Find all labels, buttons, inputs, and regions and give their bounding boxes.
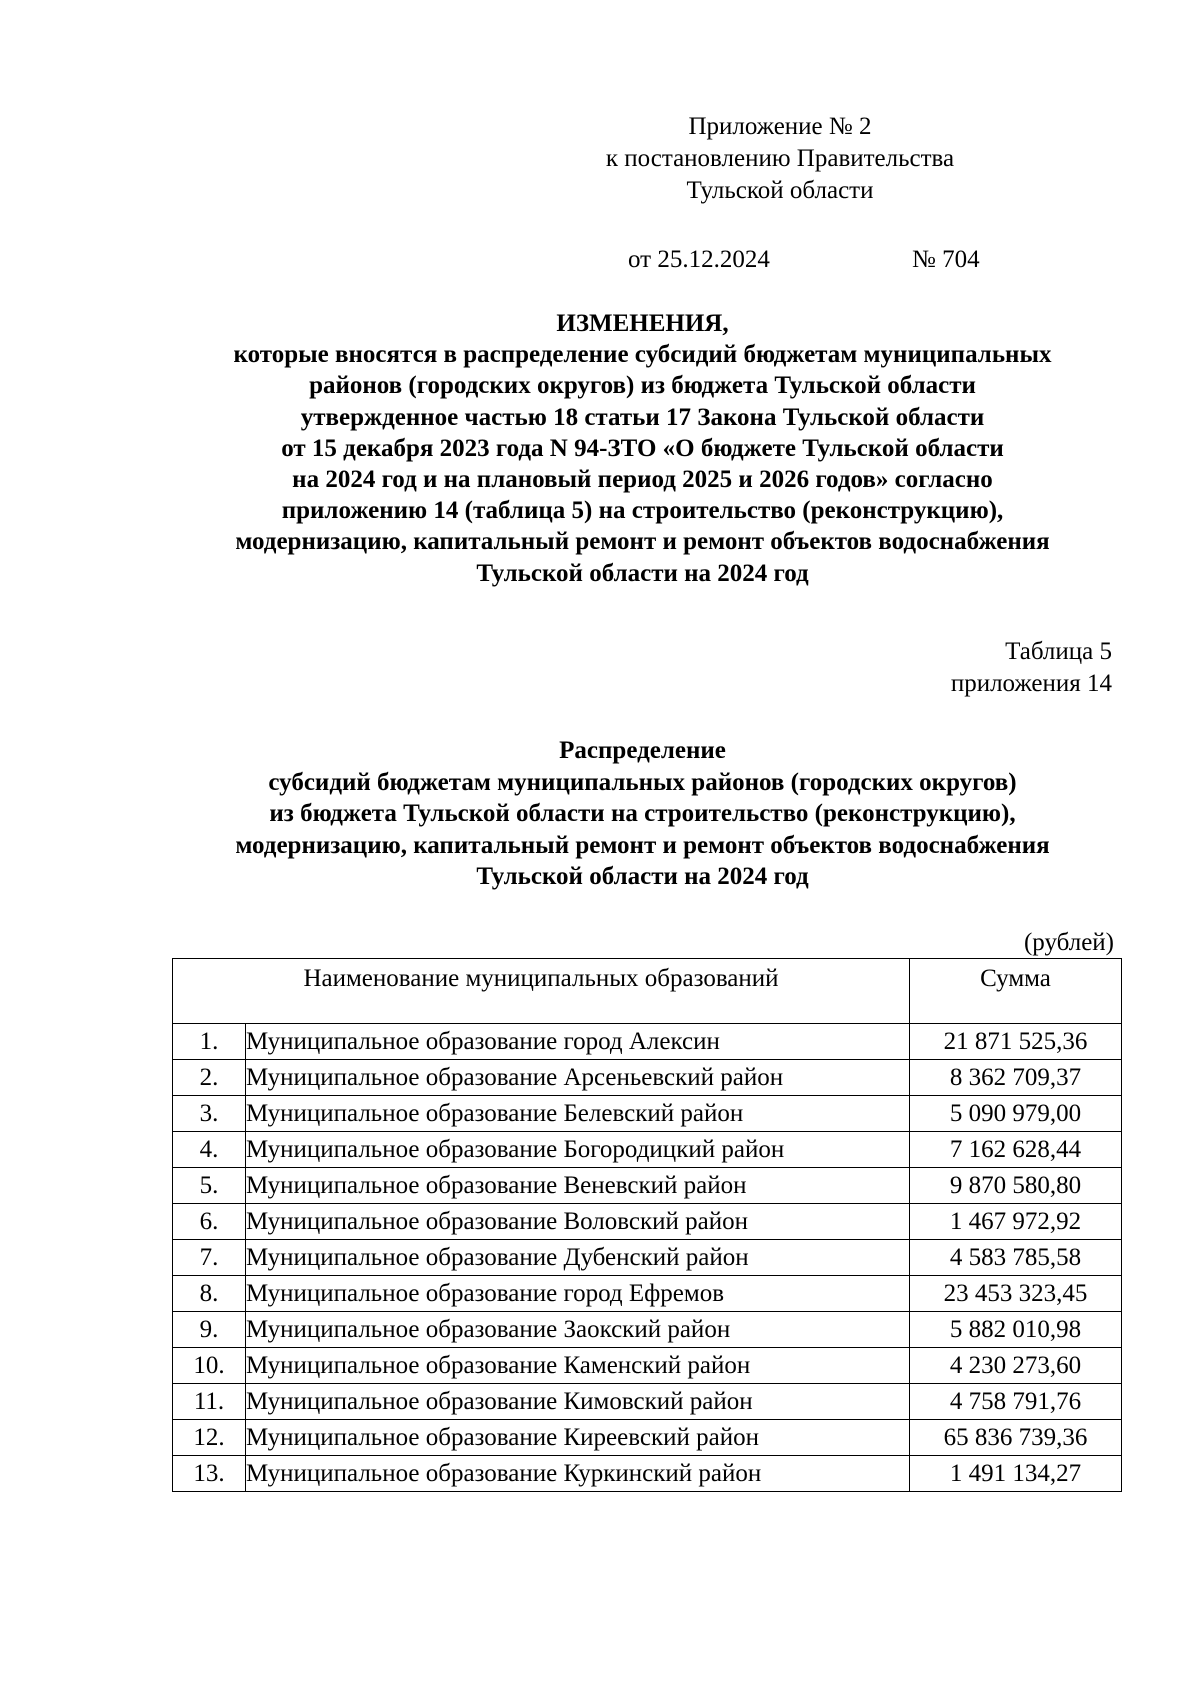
row-name: Муниципальное образование Воловский район bbox=[246, 1204, 910, 1240]
row-number: 7. bbox=[173, 1240, 246, 1276]
distribution-heading: Распределение bbox=[559, 737, 726, 764]
row-name: Муниципальное образование Каменский район bbox=[246, 1348, 910, 1384]
appendix-number: Приложение № 2 bbox=[688, 113, 872, 140]
table-row bbox=[173, 1348, 1122, 1384]
row-number: 8. bbox=[173, 1276, 246, 1312]
row-name: Муниципальное образование город Алексин bbox=[246, 1024, 910, 1060]
table-appendix-ref: приложения 14 bbox=[950, 670, 1112, 697]
row-amount: 8 362 709,37 bbox=[910, 1060, 1122, 1096]
appendix-region: Тульской области bbox=[686, 177, 874, 204]
table-header-row bbox=[173, 959, 1122, 1024]
row-amount: 5 090 979,00 bbox=[910, 1096, 1122, 1132]
appendix-resolution-ref: к постановлению Правительства bbox=[605, 145, 955, 172]
row-amount: 1 491 134,27 bbox=[910, 1456, 1122, 1492]
row-number: 5. bbox=[173, 1168, 246, 1204]
changes-line: приложению 14 (таблица 5) на строительство (реконструкцию), bbox=[281, 497, 1004, 525]
table-body bbox=[173, 1024, 1122, 1492]
row-amount: 4 758 791,76 bbox=[910, 1384, 1122, 1420]
table-row bbox=[173, 1240, 1122, 1276]
table-row bbox=[173, 1024, 1122, 1060]
row-amount: 4 583 785,58 bbox=[910, 1240, 1122, 1276]
row-name: Муниципальное образование Кимовский район bbox=[246, 1384, 910, 1420]
table-row bbox=[173, 1132, 1122, 1168]
changes-line: на 2024 год и на плановый период 2025 и 2026 годов» согласно bbox=[292, 466, 993, 494]
row-number: 12. bbox=[173, 1420, 246, 1456]
header-sum: Сумма bbox=[910, 959, 1122, 1024]
table-number: Таблица 5 bbox=[1005, 638, 1112, 665]
changes-heading: ИЗМЕНЕНИЯ, bbox=[556, 310, 729, 337]
row-number: 11. bbox=[173, 1384, 246, 1420]
row-name: Муниципальное образование Киреевский район bbox=[246, 1420, 910, 1456]
changes-title bbox=[120, 308, 1165, 589]
row-name: Муниципальное образование Белевский район bbox=[246, 1096, 910, 1132]
table-row bbox=[173, 1276, 1122, 1312]
row-amount: 21 871 525,36 bbox=[910, 1024, 1122, 1060]
row-name: Муниципальное образование Богородицкий район bbox=[246, 1132, 910, 1168]
row-name: Муниципальное образование Заокский район bbox=[246, 1312, 910, 1348]
row-amount: 4 230 273,60 bbox=[910, 1348, 1122, 1384]
table-row bbox=[173, 1096, 1122, 1132]
row-number: 9. bbox=[173, 1312, 246, 1348]
header-name: Наименование муниципальных образований bbox=[173, 959, 910, 1024]
row-name: Муниципальное образование Арсеньевский район bbox=[246, 1060, 910, 1096]
row-name: Муниципальное образование город Ефремов bbox=[246, 1276, 910, 1312]
table-row bbox=[173, 1204, 1122, 1240]
row-number: 3. bbox=[173, 1096, 246, 1132]
row-number: 13. bbox=[173, 1456, 246, 1492]
distribution-line: из бюджета Тульской области на строительство (реконструкцию), bbox=[269, 800, 1016, 827]
changes-line: утвержденное частью 18 статьи 17 Закона Тульской области bbox=[300, 403, 985, 431]
table-reference bbox=[951, 636, 1112, 700]
row-amount: 9 870 580,80 bbox=[910, 1168, 1122, 1204]
changes-line: от 15 декабря 2023 года N 94-ЗТО «О бюджете Тульской области bbox=[281, 434, 1004, 462]
row-amount: 23 453 323,45 bbox=[910, 1276, 1122, 1312]
distribution-title bbox=[120, 735, 1165, 893]
table-row bbox=[173, 1384, 1122, 1420]
row-number: 10. bbox=[173, 1348, 246, 1384]
distribution-line: модернизацию, капитальный ремонт и ремонт объектов водоснабжения bbox=[235, 831, 1050, 859]
distribution-table bbox=[172, 958, 1122, 1492]
row-name: Муниципальное образование Куркинский район bbox=[246, 1456, 910, 1492]
table-row bbox=[173, 1312, 1122, 1348]
changes-line: модернизацию, капитальный ремонт и ремонт объектов водоснабжения bbox=[235, 528, 1050, 556]
distribution-line: Тульской области на 2024 год bbox=[476, 863, 809, 890]
row-amount: 5 882 010,98 bbox=[910, 1312, 1122, 1348]
row-amount: 7 162 628,44 bbox=[910, 1132, 1122, 1168]
row-amount: 65 836 739,36 bbox=[910, 1420, 1122, 1456]
table-row bbox=[173, 1168, 1122, 1204]
appendix-header bbox=[560, 111, 1000, 207]
changes-line: Тульской области на 2024 год bbox=[476, 559, 809, 587]
row-number: 1. bbox=[173, 1024, 246, 1060]
document-number: № 704 bbox=[912, 246, 980, 273]
changes-line: районов (городских округов) из бюджета Тульской области bbox=[309, 372, 976, 400]
table-row bbox=[173, 1420, 1122, 1456]
changes-line: которые вносятся в распределение субсидий бюджетам муниципальных bbox=[233, 341, 1052, 369]
table-row bbox=[173, 1456, 1122, 1492]
row-name: Муниципальное образование Веневский район bbox=[246, 1168, 910, 1204]
table-row bbox=[173, 1060, 1122, 1096]
units-label: (рублей) bbox=[1023, 929, 1114, 956]
document-date: от 25.12.2024 bbox=[628, 246, 770, 273]
row-number: 4. bbox=[173, 1132, 246, 1168]
row-number: 2. bbox=[173, 1060, 246, 1096]
distribution-line: субсидий бюджетам муниципальных районов (городских округов) bbox=[268, 768, 1017, 796]
row-name: Муниципальное образование Дубенский район bbox=[246, 1240, 910, 1276]
row-number: 6. bbox=[173, 1204, 246, 1240]
row-amount: 1 467 972,92 bbox=[910, 1204, 1122, 1240]
